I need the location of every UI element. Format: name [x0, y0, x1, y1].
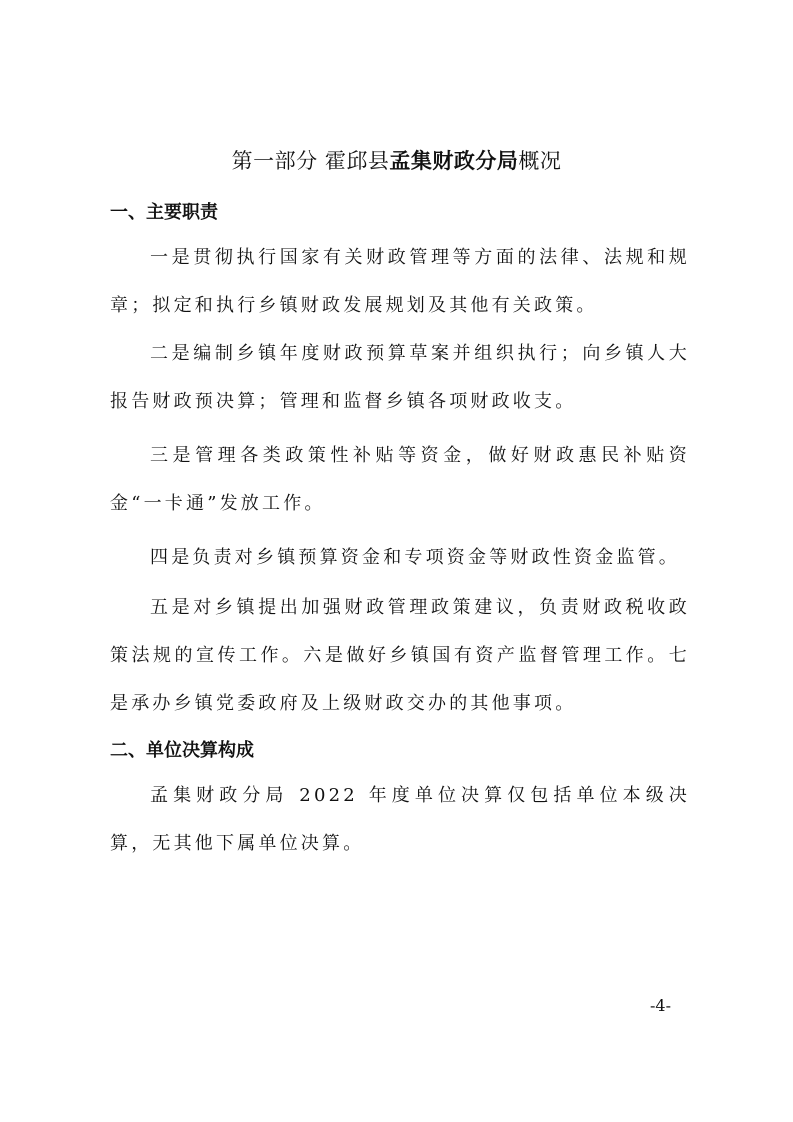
section-heading-unit-composition: 二、单位决算构成 [110, 740, 254, 761]
page-title [0, 146, 793, 176]
title-organization: 孟集财政分局 [389, 149, 519, 173]
duty-paragraph-2: 二是编制乡镇年度财政预算草案并组织执行；向乡镇人大报告财政预决算；管理和监督乡镇各项财政收支。 [110, 343, 690, 412]
duty-paragraph-4: 四是负责对乡镇预算资金和专项资金等财政性资金监管。 [150, 547, 680, 568]
page-number: -4- [650, 996, 671, 1015]
title-suffix: 概况 [518, 149, 562, 173]
title-part: 第一部分 [231, 149, 318, 173]
section-heading-main-duties: 一、主要职责 [110, 202, 218, 223]
title-county: 霍邱县 [324, 149, 390, 173]
composition-paragraph: 孟集财政分局 2022 年度单位决算仅包括单位本级决算，无其他下属单位决算。 [110, 785, 690, 854]
duty-paragraph-5: 五是对乡镇提出加强财政管理政策建议，负责财政税收政策法规的宣传工作。六是做好乡镇国有资产监督管理工作。七是承办乡镇党委政府及上级财政交办的其他事项。 [110, 597, 690, 714]
duty-paragraph-3: 三是管理各类政策性补贴等资金，做好财政惠民补贴资金“一卡通”发放工作。 [110, 445, 690, 514]
duty-paragraph-1: 一是贯彻执行国家有关财政管理等方面的法律、法规和规章；拟定和执行乡镇财政发展规划及其他有关政策。 [110, 247, 690, 316]
